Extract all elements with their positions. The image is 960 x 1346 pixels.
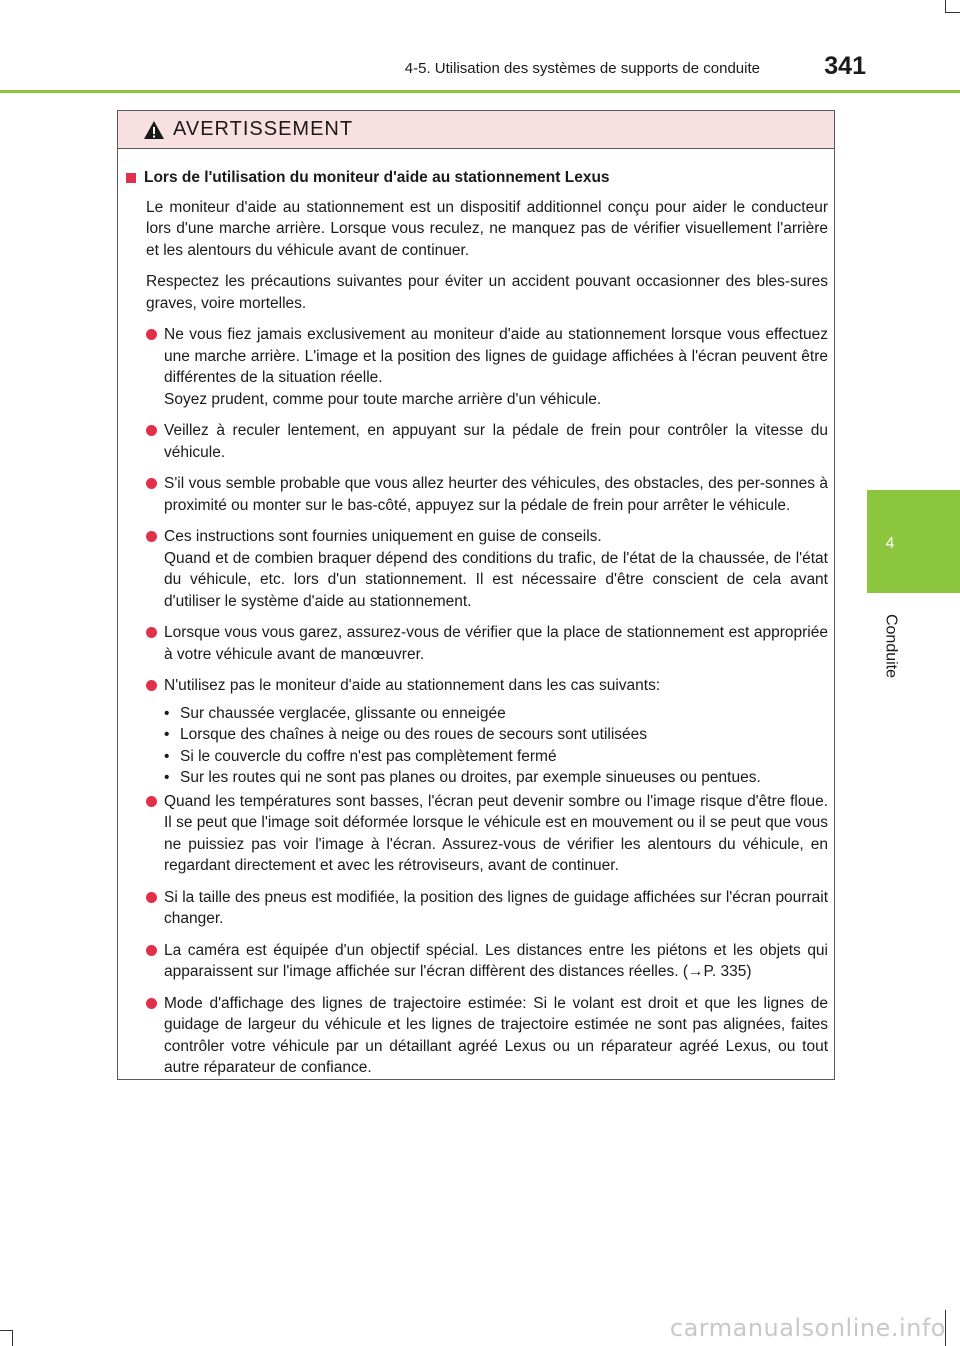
sub-list-item-text: Sur les routes qui ne sont pas planes ou droites, par exemple sinueuses ou pentues.	[180, 769, 761, 786]
list-item	[126, 791, 828, 877]
bullet-dot-icon	[146, 998, 157, 1009]
list-item	[126, 324, 828, 410]
list-item	[126, 622, 828, 665]
bullet-dot-icon	[146, 329, 157, 340]
sub-list-item-text: Sur chaussée verglacée, glissante ou enneigée	[180, 704, 506, 722]
watermark: carmanualsonline.info	[669, 1314, 946, 1342]
bullet-dot-icon	[146, 945, 157, 956]
list-item	[126, 526, 828, 612]
list-item-text: Quand les températures sont basses, l'écran peut devenir sombre ou l'image risque d'être floue. Il se peut que l'image soit déformée lorsque le véhicule est en mouvement ou il se peut que vous ne puissiez pas voir l'image à l'écran. Assurez-vous de vérifier les alentours du véhicule, en regardant directement et avec les rétroviseurs, avant de continuer.	[164, 792, 828, 874]
list-item-text: N'utilisez pas le moniteur d'aide au stationnement dans les cas suivants:	[164, 677, 661, 694]
list-item	[126, 993, 828, 1079]
page-number: 341	[824, 52, 866, 80]
list-item-text: La caméra est équipée d'un objectif spécial. Les distances entre les piétons et les objets qui apparaissent sur l'image affichée sur l'écran diffèrent des distances réelles. (→P. 335)	[164, 941, 828, 980]
warning-triangle-icon	[143, 120, 165, 140]
list-item-text: Ces instructions sont fournies uniquement en guise de conseils.	[164, 528, 602, 545]
chapter-label: Conduite	[882, 613, 900, 679]
square-bullet-icon	[126, 173, 136, 183]
bullet-dot-icon	[146, 627, 157, 638]
list-item-text: Quand et de combien braquer dépend des conditions du trafic, de l'état de la chaussée, de l'état du véhicule, etc. lors d'un stationnement. Il est nécessaire d'être conscient de cela avant d'utiliser le système d'aide au stationnement.	[164, 549, 828, 610]
list-item	[126, 420, 828, 463]
chapter-number: 4	[885, 535, 895, 552]
list-item-text: Ne vous fiez jamais exclusivement au moniteur d'aide au stationnement lorsque vous effectuez une marche arrière. L'image et la position des lignes de guidage affichées à l'écran peuvent être différentes de la situation réelle.	[164, 326, 828, 386]
warning-header	[118, 111, 834, 149]
crop-mark	[945, 12, 960, 13]
crop-mark	[945, 0, 946, 12]
section-title-text: Lors de l'utilisation du moniteur d'aide au stationnement Lexus	[144, 169, 610, 186]
list-item-text: Si la taille des pneus est modifiée, la position des lignes de guidage affichées sur l'écran pourrait changer.	[164, 888, 828, 927]
sub-list-item: • Si le couvercle du coffre n'est pas complètement fermé	[164, 746, 828, 768]
sub-list-item-text: Lorsque des chaînes à neige ou des roues de secours sont utilisées	[180, 726, 648, 743]
list-item	[126, 940, 828, 983]
section-title	[126, 167, 828, 189]
warning-title: AVERTISSEMENT	[173, 118, 354, 140]
list-item-text: Lorsque vous vous garez, assurez-vous de vérifier que la place de stationnement est appropriée à votre véhicule avant de manœuvrer.	[164, 624, 828, 663]
bullet-dot-icon	[146, 531, 157, 542]
list-item-text: Soyez prudent, comme pour toute marche arrière d'un véhicule.	[164, 390, 602, 408]
list-item-text: Veillez à reculer lentement, en appuyant sur la pédale de frein pour contrôler la vitesse du véhicule.	[164, 422, 828, 461]
sub-list-item: • Lorsque des chaînes à neige ou des roues de secours sont utilisées	[164, 724, 828, 746]
section-heading: 4-5. Utilisation des systèmes de supports de conduite	[404, 60, 760, 77]
sub-list	[126, 703, 828, 789]
warning-body	[118, 149, 834, 1079]
header-rule	[0, 90, 960, 93]
crop-mark	[0, 1330, 12, 1331]
bullet-dot-icon	[146, 478, 157, 489]
sub-list-item: • Sur chaussée verglacée, glissante ou enneigée	[164, 703, 828, 725]
list-item-text: Mode d'affichage des lignes de trajectoire estimée: Si le volant est droit et que les lignes de guidage de largeur du véhicule et les lignes de trajectoire estimée ne sont pas alignées, faites contrôler votre véhicule par un détaillant agréé Lexus ou un réparateur agréé Lexus, ou tout autre réparateur de confiance.	[164, 994, 828, 1076]
bullet-dot-icon	[146, 680, 157, 691]
list-item	[126, 473, 828, 516]
warning-box	[117, 110, 835, 1080]
list-item	[126, 675, 828, 697]
sub-list-item-text: Si le couvercle du coffre n'est pas complètement fermé	[180, 747, 557, 765]
bullet-dot-icon	[146, 796, 157, 807]
bullet-dot-icon	[146, 425, 157, 436]
bullet-dot-icon	[146, 892, 157, 903]
list-item-text: S'il vous semble probable que vous allez heurter des véhicules, des obstacles, des per-sonnes à proximité ou monter sur le bas-côté, appuyez sur la pédale de frein pour arrêter le véhicule.	[164, 475, 828, 514]
sub-list-item: • Sur les routes qui ne sont pas planes ou droites, par exemple sinueuses ou pentues.	[164, 767, 828, 789]
crop-mark	[12, 1330, 13, 1346]
intro-paragraph: Le moniteur d'aide au stationnement est un dispositif additionnel conçu pour aider le conducteur lors d'une marche arrière. Lorsque vous reculez, ne manquez pas de vérifier visuellement l'arrière et les alentours du véhicule avant de continuer.	[146, 198, 828, 259]
list-item	[126, 887, 828, 930]
precaution-paragraph: Respectez les précautions suivantes pour éviter un accident pouvant occasionner des bles-sures graves, voire mortelles.	[146, 273, 828, 312]
